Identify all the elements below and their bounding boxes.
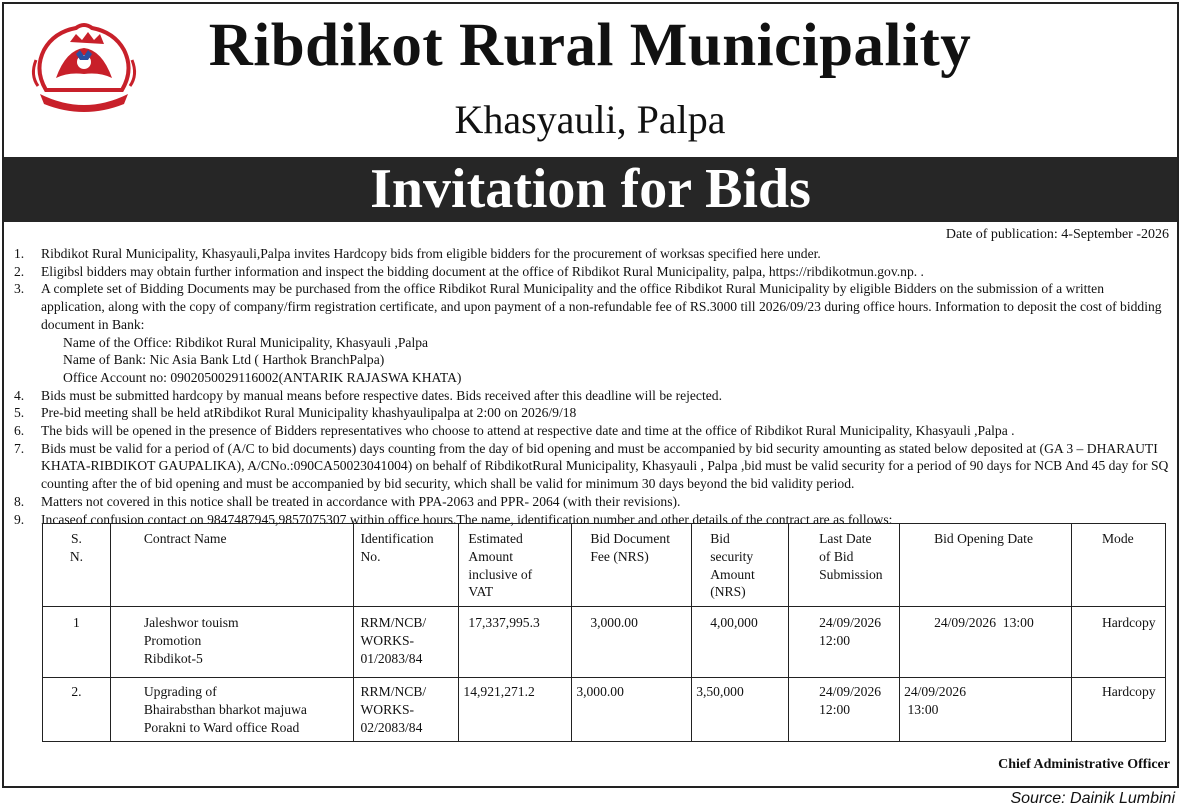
notice-heading: Invitation for Bids xyxy=(370,158,811,220)
cell-estimated-amount: 14,921,271.2 xyxy=(459,678,572,742)
item-text: Bids must be submitted hardcopy by manual means before respective dates. Bids received after this deadline will be rejected. xyxy=(41,387,722,403)
notice-items xyxy=(14,245,1170,528)
cell-contract-name: Jaleshwor touism Promotion Ribdikot-5 xyxy=(110,607,354,678)
header-doc-fee: Bid Document Fee (NRS) xyxy=(572,524,692,607)
notice-item xyxy=(14,245,1170,263)
notice-item xyxy=(14,263,1170,281)
table-header-row xyxy=(43,524,1166,607)
item-text: The bids will be opened in the presence of Bidders representatives who choose to attend at respective date and time at the office of Ribdikot Rural Municipality, Khasyauli ,Palpa . xyxy=(41,423,1015,439)
cell-opening-date: 24/09/2026 13:00 xyxy=(900,607,1072,678)
header-identification: Identification No. xyxy=(354,524,459,607)
bank-name: Name of Bank: Nic Asia Bank Ltd ( Harthok BranchPalpa) xyxy=(63,352,385,368)
item-text: Ribdikot Rural Municipality, Khasyauli,Palpa invites Hardcopy bids from eligible bidders for the procurement of worksas specified here under. xyxy=(41,246,821,261)
cell-sn: 2. xyxy=(43,678,111,742)
header-estimated-amount: Estimated Amount inclusive of VAT xyxy=(459,524,572,607)
notice-item xyxy=(14,387,1170,405)
contracts-table xyxy=(42,523,1166,742)
cell-contract-name: Upgrading of Bhairabsthan bharkot majuwa Porakni to Ward office Road xyxy=(110,678,354,742)
item-text: Matters not covered in this notice shall be treated in accordance with PPA-2063 and PPR- 2064 (with their revisions). xyxy=(41,493,681,509)
cell-bid-security: 3,50,000 xyxy=(692,678,789,742)
item-number: 9. xyxy=(14,511,25,527)
item-number: 1. xyxy=(14,246,25,261)
notice-item xyxy=(14,280,1170,386)
item-text: Eligibsl bidders may obtain further information and inspect the bidding document at the office of Ribdikot Rural Municipality, palpa, https://ribdikotmun.gov.np. . xyxy=(41,263,924,279)
cell-doc-fee: 3,000.00 xyxy=(572,607,692,678)
notice-banner xyxy=(4,157,1177,222)
notice-item xyxy=(14,404,1170,422)
publication-date: Date of publication: 4-September -2026 xyxy=(945,227,1169,242)
item-number: 2. xyxy=(14,263,25,279)
signatory-title: Chief Administrative Officer xyxy=(998,757,1170,772)
cell-bid-security: 4,00,000 xyxy=(692,607,789,678)
item-text: A complete set of Bidding Documents may be purchased from the office Ribdikot Rural Municipality and the office Ribdikot Rural Municipality by eligible Bidders on the submission of a written application, along with the copy of company/firm registration certificate, and upon payment of a non-refundable fee of RS.3000 till 2026/09/23 during office hours. Information to deposit the cost of bidding document in Bank: xyxy=(41,281,1162,332)
item-number: 3. xyxy=(14,281,25,297)
header-mode: Mode xyxy=(1071,524,1165,607)
item-number: 8. xyxy=(14,493,25,509)
header-opening-date: Bid Opening Date xyxy=(900,524,1072,607)
cell-mode: Hardcopy xyxy=(1071,607,1165,678)
item-text: Pre-bid meeting shall be held atRibdikot Rural Municipality khashyaulipalpa at 2:00 on 2026/9/18 xyxy=(41,405,577,421)
cell-opening-date: 24/09/2026 13:00 xyxy=(900,678,1072,742)
header-contract-name: Contract Name xyxy=(110,524,354,607)
cell-doc-fee: 3,000.00 xyxy=(572,678,692,742)
item-number: 6. xyxy=(14,423,25,439)
notice-item xyxy=(14,493,1170,511)
cell-mode: Hardcopy xyxy=(1071,678,1165,742)
municipality-title: Ribdikot Rural Municipality xyxy=(208,12,972,79)
header-last-date: Last Date of Bid Submission xyxy=(789,524,900,607)
item-number: 4. xyxy=(14,387,25,403)
bank-office-name: Name of the Office: Ribdikot Rural Municipality, Khasyauli ,Palpa xyxy=(63,334,429,350)
item-number: 5. xyxy=(14,405,25,421)
cell-last-date: 24/09/2026 12:00 xyxy=(789,678,900,742)
bank-account-number: Office Account no: 0902050029116002(ANTARIK RAJASWA KHATA) xyxy=(63,369,462,385)
item-number: 7. xyxy=(14,440,25,456)
header-bid-security: Bid security Amount (NRS) xyxy=(692,524,789,607)
nepal-government-emblem-icon xyxy=(26,20,142,116)
cell-sn: 1 xyxy=(43,607,111,678)
table-row xyxy=(43,607,1166,678)
notice-item xyxy=(14,440,1170,493)
cell-identification: RRM/NCB/ WORKS- 01/2083/84 xyxy=(354,607,459,678)
item-text: Incaseof confusion contact on 9847487945,9857075307 within office hours.The name, identification number and other details of the contract are as follows: xyxy=(41,511,893,527)
cell-estimated-amount: 17,337,995.3 xyxy=(459,607,572,678)
source-credit: Source: Dainik Lumbini xyxy=(1010,790,1175,807)
table-row xyxy=(43,678,1166,742)
cell-identification: RRM/NCB/ WORKS- 02/2083/84 xyxy=(354,678,459,742)
cell-last-date: 24/09/2026 12:00 xyxy=(789,607,900,678)
notice-item xyxy=(14,422,1170,440)
municipality-location: Khasyauli, Palpa xyxy=(454,97,726,142)
header-sn: S. N. xyxy=(43,524,111,607)
item-text: Bids must be valid for a period of (A/C to bid documents) days counting from the day of bid opening and must be accompanied by bid security amounting as stated below deposited at (GA 3 – DHARAUTI KHATA-RIBDIKOT GAUPALIKA), A/CNo.:090CA50023041004) on behalf of RibdikotRural Municipality, Khasyauli , Palpa ,bid must be valid security for a period of 90 days for NCB And 45 day for SQ counting after the of bid opening and must be accompanied by bid security, which shall be valid for minimum 30 days beyond the bid validity period. xyxy=(41,440,1169,492)
